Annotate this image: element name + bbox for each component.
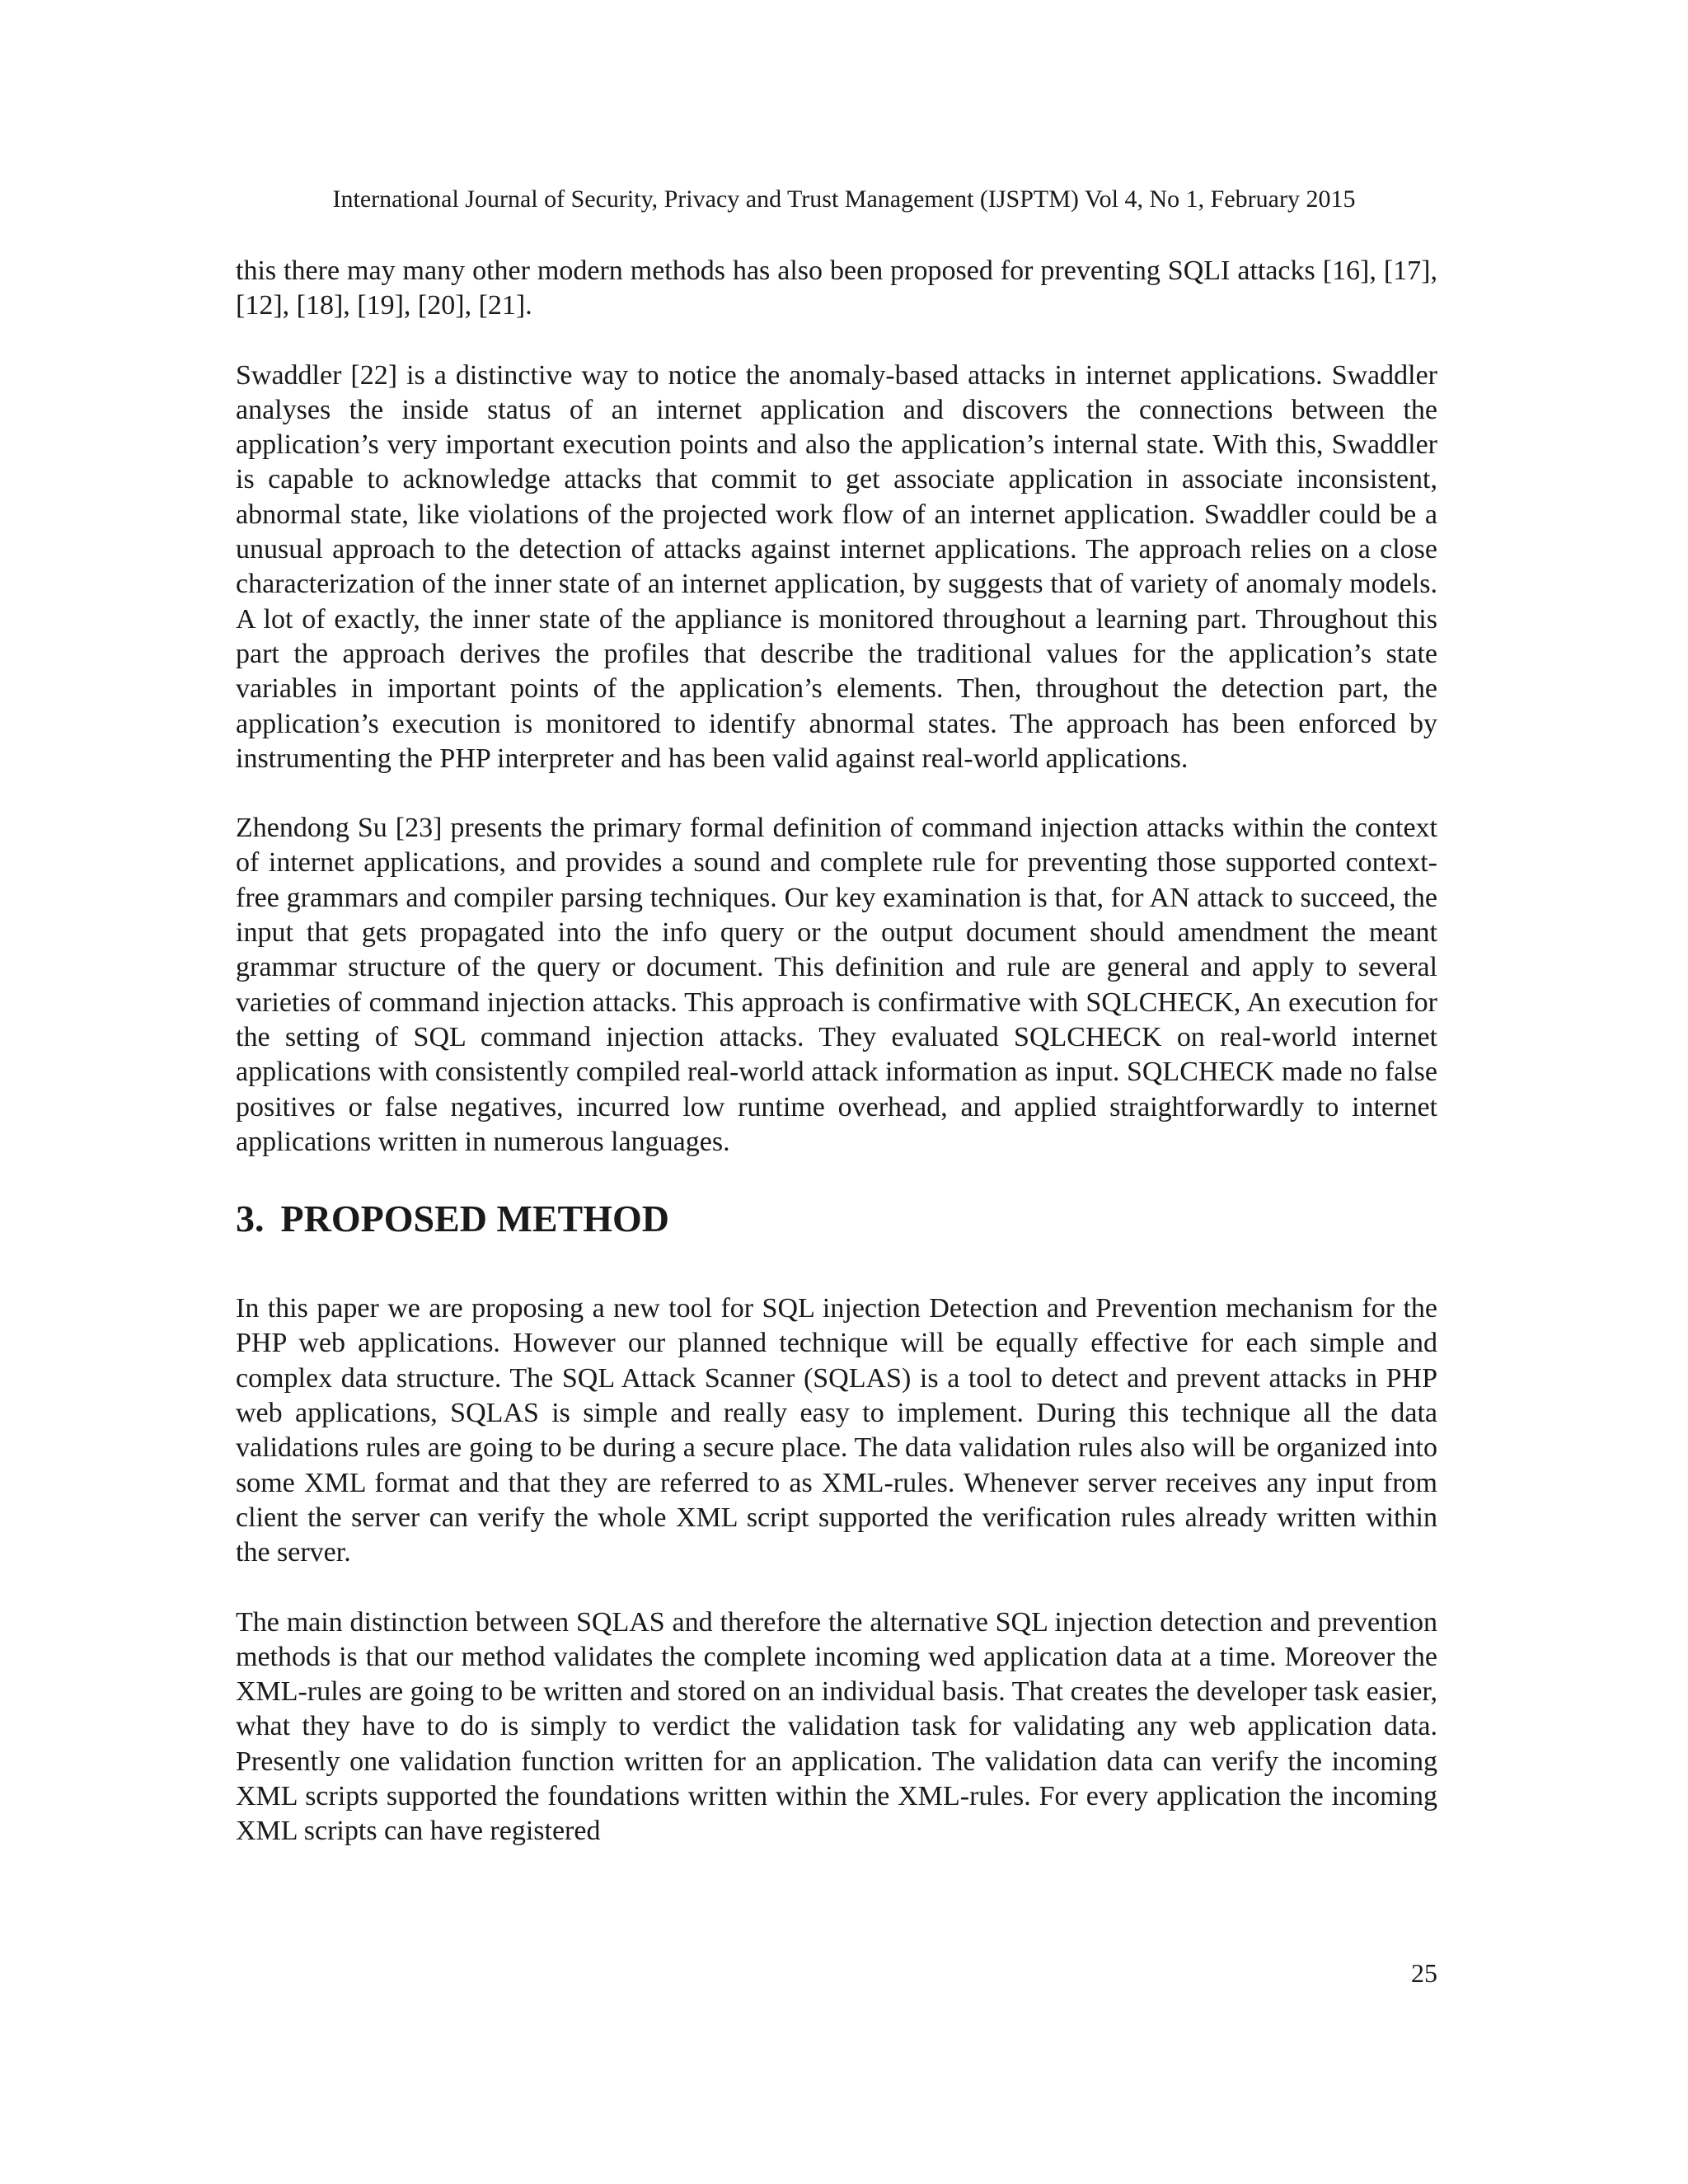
paragraph-zhendong-su: Zhendong Su [23] presents the primary formal definition of command injection attacks within the context of internet applications, and provides a sound and complete rule for preventing those supported context-free grammars and compiler parsing techniques. Our key examination is that, for AN attack to succeed, the input that gets propagated into the info query or the output document should amendment the meant grammar structure of the query or document. This definition and rule are general and apply to several varieties of command injection attacks. This approach is confirmative with SQLCHECK, An execution for the setting of SQL command injection attacks. They evaluated SQLCHECK on real-world internet applications with consistently compiled real-world attack information as input. SQLCHECK made no false positives or false negatives, incurred low runtime overhead, and applied straightforwardly to internet applications written in numerous languages. — [236, 813, 1437, 1157]
page-body — [236, 254, 1437, 1849]
section-number: 3. — [236, 1197, 265, 1240]
paragraph-sqlas-distinction: The main distinction between SQLAS and therefore the alternative SQL injection detection and prevention methods is that our method validates the complete incoming wed application data at a time. Moreover the XML-rules are going to be written and stored on an individual basis. That creates the developer task easier, what they have to do is simply to verdict the validation task for validating any web application data. Presently one validation function written for an application. The validation data can verify the incoming XML scripts supported the foundations written within the XML-rules. For every application the incoming XML scripts can have registered — [236, 1606, 1437, 1847]
paragraph-swaddler: Swaddler [22] is a distinctive way to notice the anomaly-based attacks in internet applications. Swaddler analyses the inside status of an internet application and discovers the connections between the application’s very important execution points and also the application’s internal state. With this, Swaddler is capable to acknowledge attacks that commit to get associate application in associate inconsistent, abnormal state, like violations of the projected work flow of an internet application. Swaddler could be a unusual approach to the detection of attacks against internet applications. The approach relies on a close characterization of the inner state of an internet application, by suggests that of variety of anomaly models. A lot of exactly, the inner state of the appliance is monitored throughout a learning part. Throughout this part the approach derives the profiles that describe the traditional values for the application’s state variables in important points of the application’s elements. Then, throughout the detection part, the application’s execution is monitored to identify abnormal states. The approach has been enforced by instrumenting the PHP interpreter and has been valid against real-world applications. — [236, 359, 1437, 774]
section-heading — [236, 1196, 1437, 1242]
paragraph-1: this there may many other modern methods has also been proposed for preventing SQLI attacks [16], [17], [12], [18], [19], [20], [21]. — [236, 255, 1437, 321]
paragraph-proposed-method: In this paper we are proposing a new tool for SQL injection Detection and Prevention mechanism for the PHP web applications. However our planned technique will be equally effective for each simple and complex data structure. The SQL Attack Scanner (SQLAS) is a tool to detect and prevent attacks in PHP web applications, SQLAS is simple and really easy to implement. During this technique all the data validations rules are going to be during a secure place. The data validation rules also will be organized into some XML format and that they are referred to as XML-rules. Whenever server receives any input from client the server can verify the whole XML script supported the verification rules already written within the server. — [236, 1293, 1437, 1568]
page-number: 25 — [1411, 1958, 1437, 1988]
section-title: PROPOSED METHOD — [280, 1197, 670, 1240]
running-header: International Journal of Security, Privacy and Trust Management (IJSPTM) Vol 4, No 1, February 2015 — [332, 185, 1356, 213]
